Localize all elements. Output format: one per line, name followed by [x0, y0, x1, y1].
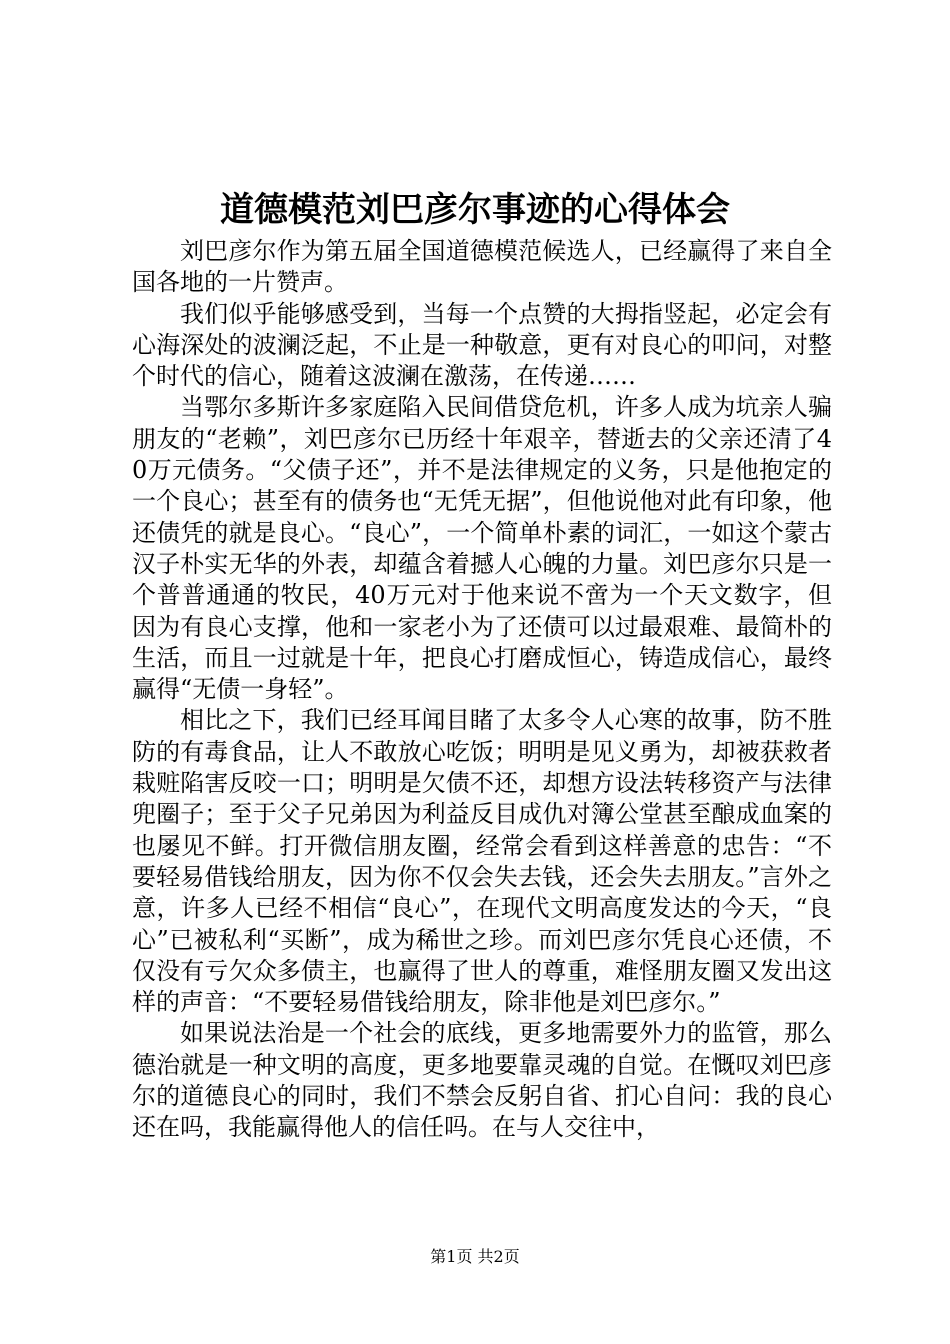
document-body	[132, 236, 832, 1144]
paragraph: 我们似乎能够感受到，当每一个点赞的大拇指竖起，必定会有心海深处的波澜泛起，不止是一种敬意，更有对良心的叩问，对整个时代的信心，随着这波澜在激荡，在传递……	[132, 299, 832, 391]
paragraph: 如果说法治是一个社会的底线，更多地需要外力的监管，那么德治就是一种文明的高度，更多地要靠灵魂的自觉。在慨叹刘巴彦尔的道德良心的同时，我们不禁会反躬自省、扪心自问：我的良心还在吗，我能赢得他人的信任吗。在与人交往中，	[132, 1019, 832, 1142]
paragraph: 相比之下，我们已经耳闻目睹了太多令人心寒的故事，防不胜防的有毒食品，让人不敢放心吃饭；明明是见义勇为，却被获救者栽赃陷害反咬一口；明明是欠债不还，却想方设法转移资产与法律兜圈子；至于父子兄弟因为利益反目成仇对簿公堂甚至酿成血案的也屡见不鲜。打开微信朋友圈，经常会看到这样善意的忠告：“不要轻易借钱给朋友，因为你不仅会失去钱，还会失去朋友。”言外之意，许多人已经不相信“良心”，在现代文明高度发达的今天，“良心”已被私利“买断”，成为稀世之珍。而刘巴彦尔凭良心还债，不仅没有亏欠众多债主，也赢得了世人的尊重，难怪朋友圈又发出这样的声音：“不要轻易借钱给朋友，除非他是刘巴彦尔。”	[132, 706, 832, 1017]
paragraph: 当鄂尔多斯许多家庭陷入民间借贷危机，许多人成为坑亲人骗朋友的“老赖”，刘巴彦尔已历经十年艰辛，替逝去的父亲还清了40万元债务。“父债子还”，并不是法律规定的义务，只是他抱定的一个良心；甚至有的债务也“无凭无据”，但他说他对此有印象，他还债凭的就是良心。“良心”，一个简单朴素的词汇，一如这个蒙古汉子朴实无华的外表，却蕴含着撼人心魄的力量。刘巴彦尔只是一个普普通通的牧民，40万元对于他来说不啻为一个天文数字，但因为有良心支撑，他和一家老小为了还债可以过最艰难、最简朴的生活，而且一过就是十年，把良心打磨成恒心，铸造成信心，最终赢得“无债一身轻”。	[132, 393, 832, 704]
page-number-footer: 第1页 共2页	[430, 1247, 520, 1266]
document-title: 道德模范刘巴彦尔事迹的心得体会	[220, 190, 730, 230]
paragraph: 刘巴彦尔作为第五届全国道德模范候选人，已经赢得了来自全国各地的一片赞声。	[132, 237, 832, 297]
